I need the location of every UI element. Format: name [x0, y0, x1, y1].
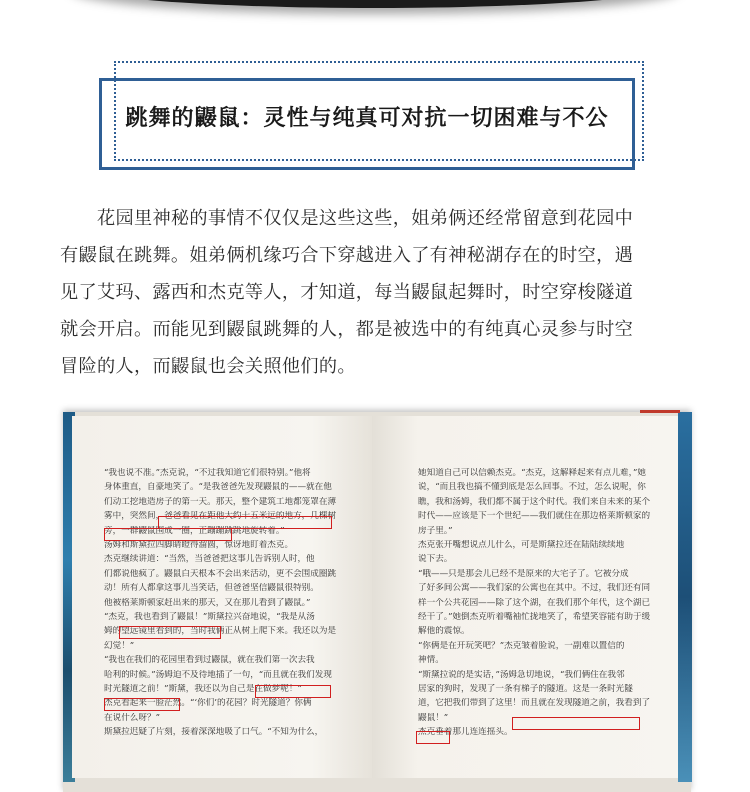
book-text-line: “哦——只是那会儿已经不是原来的大宅子了。它被分成 [418, 568, 629, 579]
book-text-line: “你俩是在开玩笑吧？”杰克皱着脸说，一副难以置信的 [418, 640, 625, 651]
book-text-line: 她知道自己可以信赖杰克。“杰克，这解释起来有点儿难，”她 [418, 468, 646, 478]
book-text-line: 姆的望远镜里看到的，当时我俩正从树上爬下来。我还以为是 [104, 626, 337, 637]
book-text-line: 了好多间公寓——我们家的公寓也在其中。不过，我们还有同 [418, 583, 651, 594]
book-text-line: 旁，一群鼹鼠围成一圈，正蹦蹦跳跳地旋转着。” [104, 525, 285, 536]
book-text-line: 们动工挖地造房子的第一天。那天，整个建筑工地都笼罩在薄 [104, 496, 337, 507]
paragraph-line: 花园里神秘的事情不仅仅是这些这些，姐弟俩还经常留意到花园中 [60, 208, 634, 229]
book-text-line: 杰克继续讲道：“当然，当爸爸把这事儿告诉别人时，他 [104, 554, 315, 565]
highlight-box [104, 528, 232, 541]
book-text-line: 们都说他疯了。鼹鼠白天根本不会出来活动，更不会围成圈跳 [104, 568, 337, 579]
book-text-line: 杰克垂着那儿连连摇头。 [418, 727, 513, 738]
paragraph-line: 就会开启。而能见到鼹鼠跳舞的人，都是被选中的有纯真心灵参与时空 [60, 319, 634, 340]
book-text-line: 神情。 [418, 655, 444, 666]
book-text-line: “斯黛拉说的是实话，”汤姆急切地说，“我们俩住在我邻 [418, 669, 625, 680]
book-text-line: 雾中，突然间，爸爸看见在距他大约十五米远的地方，几棵树 [104, 511, 337, 522]
highlight-box [119, 626, 221, 639]
book-text-line: 杰克看起来一脸茫然。“‘你们’的花园？时光隧道？你俩 [104, 698, 312, 709]
highlight-box [416, 731, 450, 744]
book-text-line: 时代——应该是下一个世纪——我们就住在那边格莱斯顿家的 [418, 511, 651, 522]
book-red-edge [640, 410, 680, 413]
top-decorative-curve [70, 0, 680, 8]
book-text-line: 鼹鼠！” [418, 712, 449, 723]
paragraph-line: 冒险的人，而鼹鼠也会关照他们的。 [60, 356, 356, 377]
book-text-line: “杰克，我也看到了鼹鼠！”斯黛拉兴奋地说，“我是从汤 [104, 612, 315, 622]
book-text-line: 身体重直，自豪地笑了。“是我爸爸先发现鼹鼠的——就在他 [104, 482, 332, 493]
book-text-line: 时光隧道之前！”斯黛，我还以为自己是在做梦呢！” [104, 684, 302, 694]
book-text-line: 瞧，我和汤姆，我们都不属于这个时代。我们来自未来的某个 [418, 496, 651, 507]
highlight-box [512, 717, 640, 730]
book-text-line: 样一个公共花园——除了这个湖，在我们那个年代，这个湖已 [418, 597, 651, 608]
book-text-line: 汤姆和斯黛拉四脚睛瞪得溜圆，惊讶地盯着杰克。 [104, 540, 294, 550]
paragraph-line: 有鼹鼠在跳舞。姐弟俩机缘巧合下穿越进入了有神秘湖存在的时空，遇 [60, 245, 634, 266]
book-cover-right-edge [678, 412, 692, 782]
book-text-line: 动！所有人都拿这事儿当笑话，但爸爸坚信鼹鼠很特别。 [104, 583, 319, 594]
book-text-line: 说，“而且我也搞不懂到底是怎么回事。不过，怎么说呢，你 [418, 482, 646, 493]
book-text-line: 解他的震惊。 [418, 626, 470, 637]
book-text-line: 他被格莱斯顿家赶出来的那天，又在那儿看到了鼹鼠。” [104, 597, 311, 608]
book-text-line: “我也说不准。”杰克说，“不过我知道它们很特别。”他将 [104, 468, 311, 478]
section-title: 跳舞的鼹鼠：灵性与纯真可对抗一切困难与不公 [125, 105, 609, 131]
book-text-line: 哈利的时候。”汤姆迫不及待地插了一句，“而且就在我们发现 [104, 669, 332, 680]
book-text-line: 经干了。”她倒杰克听着嘴袖忙拢地笑了，希望笑容能有助于缓 [418, 612, 651, 622]
book-text-line: 在说什么呀？” [104, 712, 160, 723]
book-text-line: “我也在我们的花园里看到过鼹鼠，就在我们第一次去我 [104, 655, 315, 666]
highlight-box [255, 685, 331, 698]
paragraph-line: 见了艾玛、露西和杰克等人，才知道，每当鼹鼠起舞时，时空穿梭隧道 [60, 282, 634, 303]
book-text-line: 道，它把我们带到了这里！而且就在发现隧道之前，我看到了 [418, 698, 651, 709]
book-text-line: 斯黛拉迟疑了片刻，接着深深地吸了口气。“不知为什么， [104, 727, 324, 738]
book-text-line: 房子里。” [418, 525, 453, 536]
intro-paragraph [60, 200, 695, 385]
book-text-line: 杰克张开嘴想说点儿什么，可是斯黛拉还在陆陆续续地 [418, 540, 625, 550]
highlight-box [104, 698, 180, 711]
book-text-line: 说下去。 [418, 554, 453, 565]
book-text-line: 幻觉！” [104, 640, 135, 651]
book-text-line: 居家的狗时，发现了一条有梯子的隧道。这是一条时光隧 [418, 684, 633, 694]
